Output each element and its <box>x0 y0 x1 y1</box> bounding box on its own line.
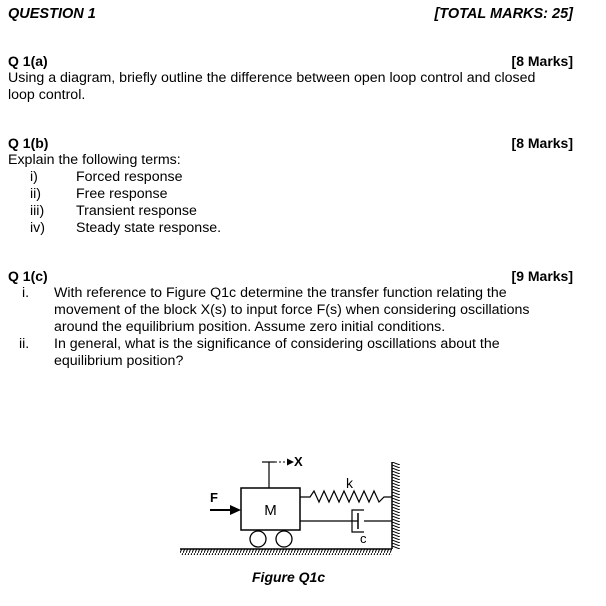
q1c-item-line: In general, what is the significance of considering oscillations about the <box>54 336 500 352</box>
q1c-label: Q 1(c) <box>8 268 48 284</box>
q1a-text-line-2: loop control. <box>8 87 86 103</box>
q1c-item-line: With reference to Figure Q1c determine the transfer function relating the <box>54 285 507 301</box>
q1c-marks: [9 Marks] <box>511 268 573 284</box>
force-label-f: F <box>210 490 218 505</box>
q1c-item-num: ii. <box>19 336 30 352</box>
force-arrow <box>210 505 241 515</box>
spring <box>300 491 392 502</box>
wheel <box>276 531 292 547</box>
position-label-x: X <box>294 454 303 469</box>
q1b-item-num: i) <box>30 169 38 185</box>
damper <box>300 510 392 532</box>
q1b-item-num: iv) <box>30 220 45 236</box>
position-arrow <box>262 459 294 489</box>
q1a-text-line-1: Using a diagram, briefly outline the difference between open loop control and closed <box>8 70 536 86</box>
q1b-item-text: Forced response <box>76 169 183 185</box>
q1b-item-num: ii) <box>30 186 42 202</box>
q1b-label: Q 1(b) <box>8 135 49 151</box>
q1b-marks: [8 Marks] <box>511 135 573 151</box>
q1b-item-text: Steady state response. <box>76 220 222 236</box>
total-marks: [TOTAL MARKS: 25] <box>434 6 573 22</box>
question-title: QUESTION 1 <box>8 6 96 22</box>
ground <box>180 549 392 555</box>
mass-label-m: M <box>264 502 277 519</box>
q1b-item-text: Free response <box>76 186 168 202</box>
figure-caption: Figure Q1c <box>252 569 326 585</box>
q1c-item-line: around the equilibrium position. Assume zero initial conditions. <box>54 319 446 335</box>
q1b-item-text: Transient response <box>76 203 197 219</box>
q1a-label: Q 1(a) <box>8 53 48 69</box>
q1b-item-num: iii) <box>30 203 45 219</box>
q1a-marks: [8 Marks] <box>511 53 573 69</box>
q1c-item-line: equilibrium position? <box>54 353 184 369</box>
wall <box>392 462 400 549</box>
q1c-item-num: i. <box>22 285 30 301</box>
wheel <box>250 531 266 547</box>
q1b-intro: Explain the following terms: <box>8 152 181 168</box>
q1c-item-line: movement of the block X(s) to input force F(s) when considering oscillations <box>54 302 530 318</box>
damper-label-c: c <box>360 531 367 546</box>
spring-label-k: k <box>346 475 353 491</box>
